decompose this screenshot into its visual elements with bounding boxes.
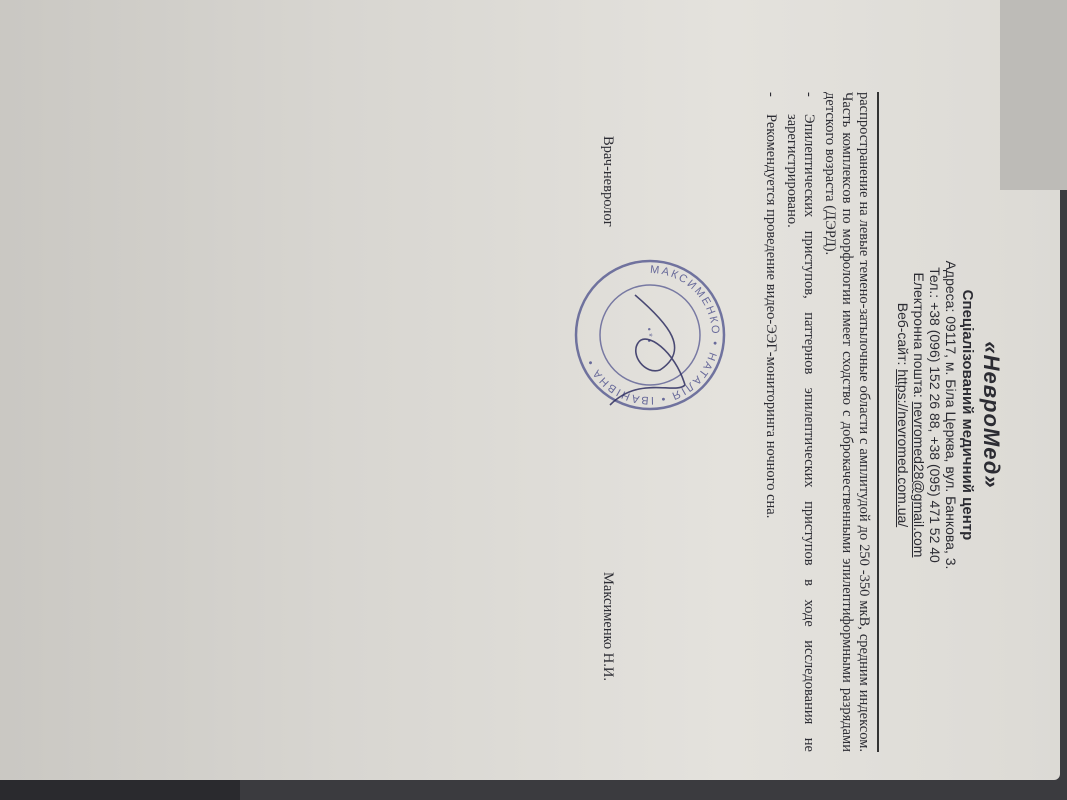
clinic-address: Адреса: 09117, м. Біла Церква, вул. Банкова, 3. [943, 260, 959, 570]
svg-text:МАКСИМЕНКО • НАТАЛІЯ • ІВАНІВН: МАКСИМЕНКО • НАТАЛІЯ • ІВАНІВНА • [583, 263, 722, 407]
clinic-subtitle: Спеціалізований медичний центр [959, 289, 976, 541]
email-link[interactable]: nevromed28@gmail.com [911, 401, 927, 558]
report-bullet [783, 92, 817, 752]
doctor-name: Максименко Н.И. [600, 572, 616, 681]
bullet-text: Рекомендуется проведение видео-ЭЭГ-мониторинга ночного сна. [763, 114, 779, 519]
bullet-dash: - [763, 92, 779, 97]
clinic-email-line [911, 30, 927, 800]
site-link[interactable]: https://nevromed.com.ua/ [895, 369, 911, 528]
header-divider [877, 92, 879, 752]
doctor-position: Врач-невролог [600, 136, 616, 227]
report-bullet [762, 92, 779, 752]
report-paragraph: распространение на левые темено-затылочные области с амплитудой до 250 -350 мкВ, средним индексом. Часть комплексов по морфологии имеет сходство с доброкачественными эпилептиформными разрядами детского возраста (ДЭРД). [822, 92, 872, 752]
svg-text:• * •: • * • [644, 327, 654, 343]
clinic-site-line [895, 30, 911, 800]
clinic-phones: Тел.: +38 (096) 152 26 88, +38 (095) 471 52 40 [927, 267, 943, 563]
bullet-dash: - [801, 92, 817, 97]
clinic-logo: «НевроМед» [979, 341, 1004, 489]
bullet-text: Эпилептических приступов, паттернов эпилептических приступов в ходе исследования не зарегистрировано. [784, 114, 817, 752]
stamp-seal [570, 255, 730, 415]
document-page [0, 30, 1012, 800]
site-label: Веб-сайт: [895, 302, 911, 366]
letterhead [895, 30, 1012, 800]
report-body [762, 92, 872, 752]
email-label: Електронна пошта: [911, 272, 927, 398]
